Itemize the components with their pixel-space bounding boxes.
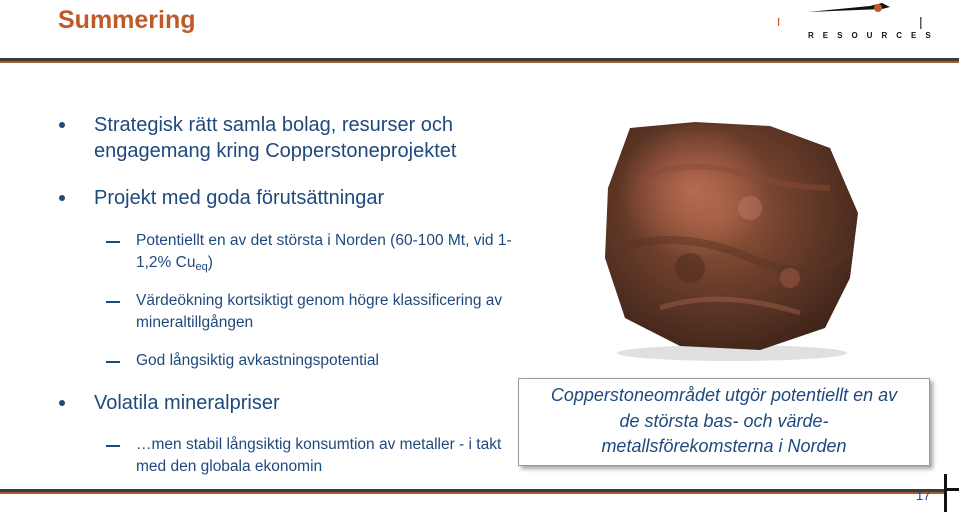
company-logo (770, 0, 959, 50)
dash-icon (106, 445, 120, 447)
dash-icon (106, 361, 120, 363)
callout-line: de största bas- och värde- (619, 410, 829, 431)
top-rule-accent (0, 61, 959, 63)
sub-bullet-item: Potentiellt en av det största i Norden (60-100 Mt, vid 1-1,2% $Cu_{eq}$) (136, 230, 516, 278)
page-number: 17 (916, 488, 931, 503)
bullet-dot-icon (59, 400, 65, 406)
callout-box (518, 378, 930, 466)
sub-bullet-item: Värdeökning kortsiktigt genom högre klassificering av mineraltillgången (136, 290, 526, 334)
callout-line: Copperstoneområdet utgör potentiellt en av (550, 385, 898, 405)
slide-title: Summering (58, 6, 196, 34)
bottom-rule-accent (0, 492, 945, 494)
sub-bullet-item: God långsiktig avkastningspotential (136, 350, 526, 372)
dash-icon (106, 241, 120, 243)
sub-bullet-item: …men stabil långsiktig konsumtion av metaller - i takt med den globala ekonomin (136, 434, 511, 478)
bullet-item: Strategisk rätt samla bolag, resurser och engagemang kring Copperstoneprojektet (94, 112, 524, 164)
bullet-item: Projekt med goda förutsättningar (94, 185, 524, 211)
logo-text: RESOURCES (808, 31, 940, 40)
bullet-item: Volatila mineralpriser (94, 390, 524, 416)
bullet-dot-icon (59, 122, 65, 128)
rock-image (600, 118, 865, 363)
callout-line: metallsförekomsterna i Norden (601, 436, 847, 456)
dash-icon (106, 301, 120, 303)
bullet-dot-icon (59, 195, 65, 201)
corner-mark-bar (944, 488, 959, 491)
corner-mark-icon (944, 474, 947, 512)
